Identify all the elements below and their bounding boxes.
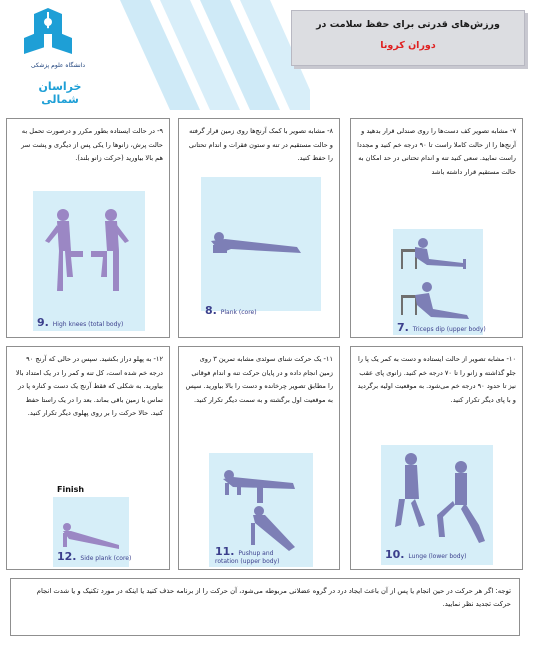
- exercise-card-10: [350, 346, 523, 570]
- exercise-7-label: Triceps dip (upper body): [412, 326, 486, 333]
- exercise-card-11: [178, 346, 340, 570]
- exercise-7-image: [393, 229, 483, 335]
- exercise-9-caption: [37, 316, 123, 329]
- exercise-9-text: ۹- در حالت ایستاده بطور مکرر و درصورت تحمل به حالت پرش، زانوها را یکی پس از دیگری و پشت سر هم بالا بیاورید (حرکت زانو بلند).: [21, 127, 163, 163]
- exercise-10-caption: [385, 548, 467, 561]
- high-knees-figure-icon: [33, 191, 145, 331]
- exercise-9-number: 9.: [37, 316, 49, 329]
- finish-label: Finish: [57, 485, 85, 494]
- exercise-7-caption: [397, 321, 486, 334]
- exercise-8-text: ۸- مشابه تصویر با کمک آرنج‌ها روی زمین قرار گرفته و حالت مستقیم در تنه و ستون فقرات و اندام تحتانی را حفظ کنید.: [188, 127, 333, 163]
- exercise-8-caption: [205, 304, 257, 317]
- title-box: [291, 10, 525, 66]
- exercise-11-caption: [215, 545, 295, 565]
- exercise-11-label: Pushup and rotation (upper body): [215, 550, 280, 565]
- exercise-12-label: Side plank (core): [80, 555, 132, 562]
- triceps-dip-figure-icon: [393, 229, 483, 335]
- exercise-card-7: [350, 118, 523, 338]
- note-text: توجه: اگر هر حرکت در حین انجام یا پس از آن باعث ایجاد درد در گروه عضلانی مربوطه می‌شود، آن حرکت را از برنامه حذف کنید یا اینکه در مورد تکنیک و یا شدت انجام حرکت تجدید نظر نمایید.: [36, 587, 511, 608]
- exercise-card-9: [6, 118, 170, 338]
- exercise-7-number: 7.: [397, 321, 409, 334]
- note-box: [10, 578, 520, 636]
- exercise-10-label: Lunge (lower body): [408, 553, 467, 560]
- exercise-10-image: [381, 445, 493, 565]
- exercise-12-text: ۱۲- به پهلو دراز بکشید. سپس در حالی که آرنج ۹۰ درجه خم شده است، کل تنه و کمر را در یک امتداد بالا بیاورید. به شکلی که فقط آرنج یک دست و کناره پا در تماس با زمین باقی بماند. بعد را در یک راستا حفظ کنید. حالا حرکت را بر روی پهلوی دیگر تکرار کنید.: [15, 355, 163, 418]
- logo-name: خراسان شمالی: [38, 80, 82, 106]
- exercise-9-label: High knees (total body): [52, 321, 124, 328]
- exercise-7-text: ۷- مشابه تصویر کف دست‌ها را روی صندلی قرار بدهید و آرنج‌ها را از حالت کاملا راست تا ۹۰ درجه خم کنید و مجددا راست نمایید. سعی کنید تنه و اندام تحتانی در حد امکان به حالت مستقیم قرار داشته باشد: [357, 127, 516, 176]
- exercise-8-image: [201, 177, 321, 311]
- exercise-10-text: ۱۰- مشابه تصویر از حالت ایستاده و دست به کمر یک پا را جلو گذاشته و زانو را تا ۷۰ درجه خم کنید. زانوی پای عقب نیز تا حدود ۹۰ درجه خم می‌شود. به موقعیت اولیه برگردید و با پای دیگر تکرار کنید.: [357, 355, 516, 404]
- exercise-12-caption: [57, 550, 131, 563]
- title-line-2: دوران کرونا: [380, 40, 436, 51]
- exercise-11-number: 11.: [215, 545, 235, 558]
- exercise-8-number: 8.: [205, 304, 217, 317]
- exercise-card-8: [178, 118, 340, 338]
- exercise-10-number: 10.: [385, 548, 405, 561]
- decorative-stripes: [120, 0, 310, 110]
- plank-figure-icon: [201, 177, 321, 311]
- exercise-11-text: ۱۱- یک حرکت شنای سوئدی مشابه تمرین ۳ روی زمین انجام داده و در پایان حرکت تنه و اندام فوقانی را مطابق تصویر چرخانده و دست را بالا بیاورید. سپس به موقعیت اول برگشته و به سمت دیگر تکرار کنید.: [185, 355, 333, 404]
- exercise-9-image: [33, 191, 145, 331]
- title-line-1: ورزش‌های قدرتی برای حفظ سلامت در: [316, 19, 500, 30]
- logo-caption: دانشگاه علوم پزشکی: [30, 62, 86, 69]
- book-emblem-icon: [14, 6, 84, 68]
- exercise-card-12: [6, 346, 170, 570]
- lunge-figure-icon: [381, 445, 493, 565]
- exercise-12-number: 12.: [57, 550, 77, 563]
- exercise-8-label: Plank (core): [220, 309, 257, 316]
